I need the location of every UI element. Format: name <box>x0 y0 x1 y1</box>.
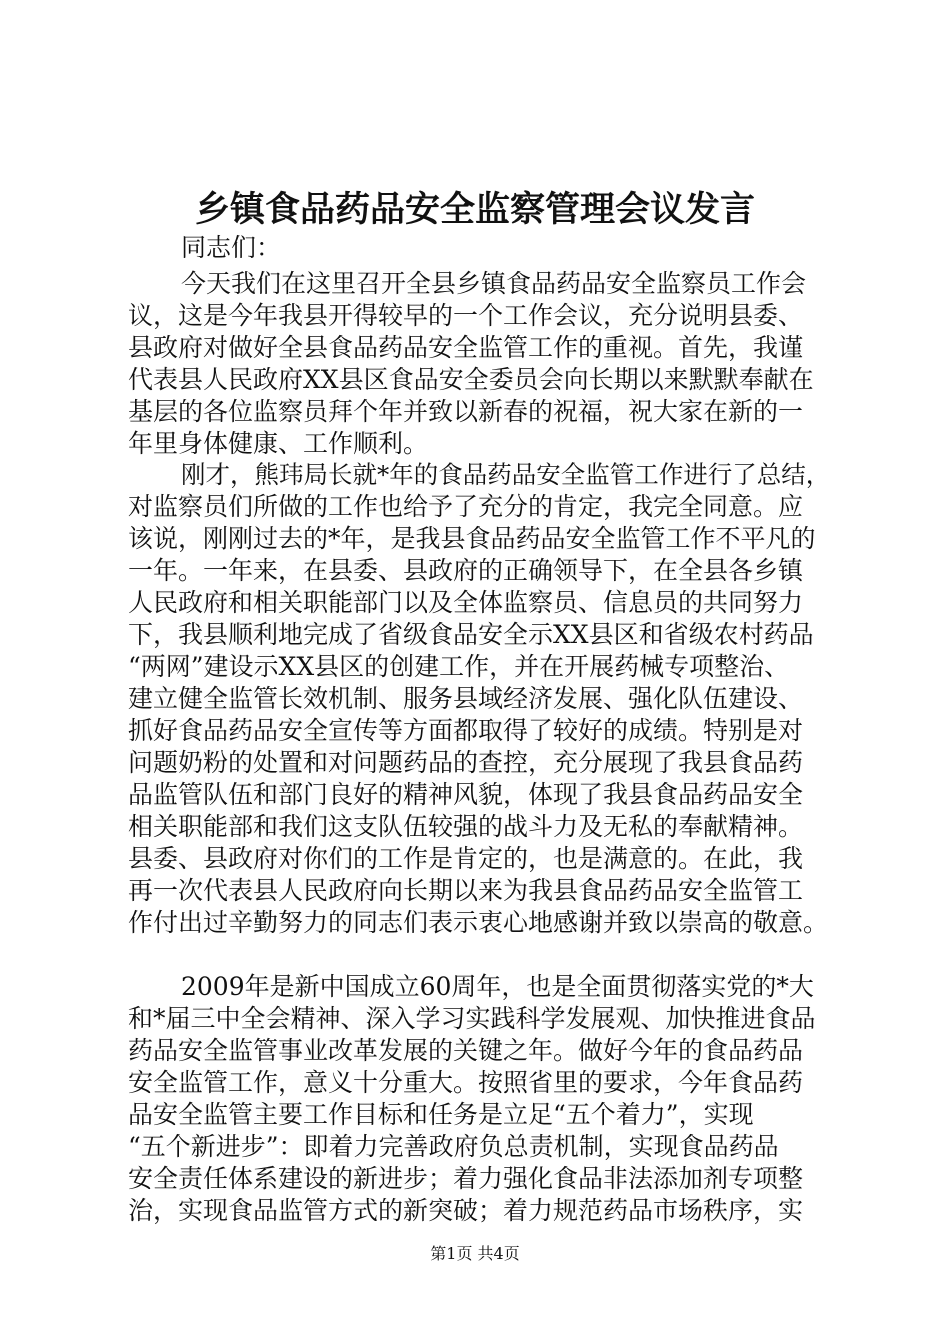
text-line: 一年。一年来，在县委、县政府的正确领导下，在全县各乡镇 <box>128 556 804 585</box>
document-title: 乡镇食品药品安全监察管理会议发言 <box>194 189 755 230</box>
text-line: 人民政府和相关职能部门以及全体监察员、信息员的共同努力 <box>128 588 804 617</box>
text-line: 2009年是新中国成立60周年，也是全面贯彻落实党的*大 <box>181 972 814 1001</box>
text-line: 问题奶粉的处置和对问题药品的查控，充分展现了我县食品药 <box>128 748 804 777</box>
text-line: 品安全监管主要工作目标和任务是立足“五个着力”，实现 <box>128 1100 754 1129</box>
text-line: 对监察员们所做的工作也给予了充分的肯定，我完全同意。应 <box>128 492 804 521</box>
text-line: 年里身体健康、工作顺利。 <box>128 429 429 458</box>
text-line: “两网”建设示XX县区的创建工作，并在开展药械专项整治、 <box>128 652 790 681</box>
text-line: 县政府对做好全县食品药品安全监管工作的重视。首先，我谨 <box>128 333 804 362</box>
text-line: 该说，刚刚过去的*年，是我县食品药品安全监管工作不平凡的 <box>128 524 816 553</box>
text-line-salutation: 同志们： <box>181 233 282 262</box>
text-line: 今天我们在这里召开全县乡镇食品药品安全监察员工作会 <box>181 269 807 298</box>
text-line: 建立健全监管长效机制、服务县域经济发展、强化队伍建设、 <box>128 684 804 713</box>
text-line: 药品安全监管事业改革发展的关键之年。做好今年的食品药品 <box>128 1036 804 1065</box>
text-line: 代表县人民政府XX县区食品安全委员会向长期以来默默奉献在 <box>128 365 814 394</box>
text-line: 基层的各位监察员拜个年并致以新春的祝福，祝大家在新的一 <box>128 397 804 426</box>
text-line: 安全责任体系建设的新进步；着力强化食品非法添加剂专项整 <box>128 1164 804 1193</box>
page-footer: 第1页 共4页 <box>430 1244 520 1263</box>
text-line: 作付出过辛勤努力的同志们表示衷心地感谢并致以崇高的敬意。 <box>128 908 829 937</box>
text-line: 再一次代表县人民政府向长期以来为我县食品药品安全监管工 <box>128 876 804 905</box>
text-line: 刚才，熊玮局长就*年的食品药品安全监管工作进行了总结， <box>181 460 831 489</box>
text-line: 议，这是今年我县开得较早的一个工作会议，充分说明县委、 <box>128 301 804 330</box>
text-line: 下，我县顺利地完成了省级食品安全示XX县区和省级农村药品 <box>128 620 814 649</box>
text-line: “五个新进步”：即着力完善政府负总责机制，实现食品药品 <box>128 1132 779 1161</box>
text-line: 安全监管工作，意义十分重大。按照省里的要求，今年食品药 <box>128 1068 804 1097</box>
text-line: 县委、县政府对你们的工作是肯定的，也是满意的。在此，我 <box>128 844 804 873</box>
text-line: 品监管队伍和部门良好的精神风貌，体现了我县食品药品安全 <box>128 780 804 809</box>
text-line: 治，实现食品监管方式的新突破；着力规范药品市场秩序，实 <box>128 1196 804 1225</box>
text-line: 抓好食品药品安全宣传等方面都取得了较好的成绩。特别是对 <box>128 716 804 745</box>
text-line: 相关职能部和我们这支队伍较强的战斗力及无私的奉献精神。 <box>128 812 804 841</box>
text-line: 和*届三中全会精神、深入学习实践科学发展观、加快推进食品 <box>128 1004 816 1033</box>
